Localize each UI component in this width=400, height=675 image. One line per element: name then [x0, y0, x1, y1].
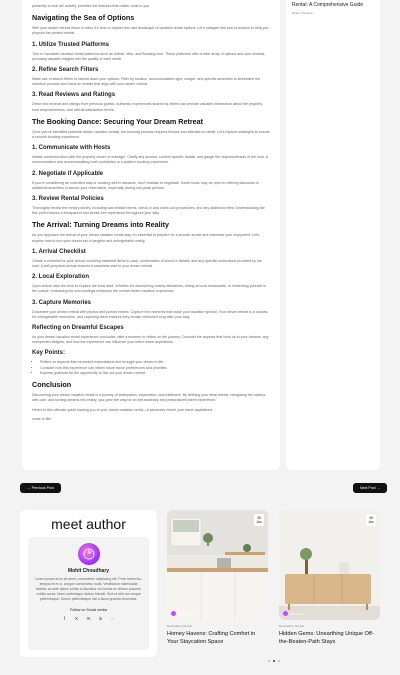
- carousel-dot[interactable]: [278, 660, 280, 662]
- paragraph: Initiate communication with the property owner or manager. Clarify any queries, confirm specific details, and gauge the responsiveness of the host. A communicative and accommodating host contributes to a positive booking experience.: [32, 155, 268, 165]
- carousel-dot[interactable]: [273, 660, 275, 662]
- carousel-dots: [268, 660, 280, 662]
- paragraph: Discovering your dream vacation rental is a journey of anticipation, exploration, and fulfillment. By defining your ideal retreat, navigating the options with care, and turning dreams into reality, you pave the way for an extraordinary and personalized travel experience.: [32, 393, 266, 403]
- subsection-heading: 1. Communicate with Hosts: [32, 145, 111, 152]
- post-author-chip: [283, 611, 308, 616]
- avatar: [78, 543, 100, 565]
- post-author-name: Mohit Chou...: [290, 611, 308, 616]
- twitter-icon[interactable]: X: [75, 616, 78, 621]
- paragraph: Upon arrival, take the time to explore the local area. Whether it's discovering nearby attractions, dining at local restaurants, or immersing yourself in the culture, embracing the surroundings enhances the overall dream vacation experience.: [32, 284, 266, 294]
- user-icon: [83, 548, 95, 560]
- article-sections: [32, 13, 270, 422]
- furniture-image: [279, 510, 380, 620]
- author-heading: meet author: [51, 516, 126, 532]
- article-content: [22, 0, 280, 470]
- subsection-heading: 3. Read Reviews and Ratings: [32, 92, 116, 99]
- section-heading: The Booking Dance: Securing Your Dream Retreat: [32, 116, 204, 126]
- sidebar-post-meta: Read | Vacation: [292, 11, 314, 15]
- paragraph: Thoroughly review the rental policies, including cancellation terms, check-in and check-out procedures, and any additional fees. Understanding the fine print ensures a transparent and stress-free experience throughout your stay.: [32, 206, 265, 216]
- email-icon[interactable]: ✉: [86, 616, 91, 621]
- paragraph: Create a checklist for your arrival, including essential items to pack, confirmation of check-in details, and any specific instructions provided by the host. A well-prepared arrival ensures a seamless start to your dream retreat.: [32, 258, 262, 269]
- list-item: • Express gratitude for the opportunity to live out your dream retreat.: [40, 371, 270, 376]
- post-title[interactable]: Homey Havens: Crafting Comfort in Your Staycation Space: [167, 631, 256, 645]
- author-bio: Lorem ipsum dolor sit amet, consectetur adipiscing elit. Proin lorem leo, tempus et ex a, congue consectetur nulla. Vestibulum malesuada facilisis ac ante ipsum primis in faucibus orci luctus et ultrices posuere cubilia curae; Nunc scelerisque dictum blandit. Sed at velit non neque pellentesque. Donec pellentesque nisi a lacus gravida venenatis.: [34, 577, 143, 601]
- social-links: [28, 616, 149, 622]
- paragraph: As you approach the arrival of your dream vacation rental stay, it's essential to prepare for a smooth arrival and maximize your enjoyment. Let's explore how to turn your dream into a tangible and unforgettable reality.: [32, 233, 260, 243]
- post-image[interactable]: [279, 510, 380, 620]
- date-day: 08: [369, 516, 373, 520]
- subsection-heading: 3. Review Rental Policies: [32, 196, 104, 203]
- date-month: Jan: [256, 520, 262, 524]
- related-post-card[interactable]: [167, 510, 268, 660]
- next-post-button[interactable]: Next Post →: [353, 483, 387, 493]
- subsection-heading: Reflecting on Dreamful Escapes: [32, 325, 124, 332]
- date-badge: [366, 514, 376, 526]
- subsection-heading: 1. Arrival Checklist: [32, 248, 86, 255]
- section-heading: Navigating the Sea of Options: [32, 13, 135, 23]
- subsection-heading: 3. Capture Memories: [32, 299, 92, 306]
- paragraph: Delve into reviews and ratings from previous guests. Authentic experiences shared by others can provide valuable information about the property, host responsiveness, and overall satisfaction levels.: [32, 102, 263, 112]
- post-category[interactable]: Decoration, Rental: [279, 624, 304, 628]
- sidebar-post-title[interactable]: Rental: A Comprehensive Guide: [292, 2, 364, 8]
- post-author-chip: [171, 611, 196, 616]
- paragraph: Turn to reputable vacation rental platforms such as Airbnb, Vrbo, and Booking.com. These platforms offer a wide array of options and user reviews, providing valuable insights into the quality of each rental.: [32, 51, 266, 61]
- subsection-heading: 1. Utilize Trusted Platforms: [32, 41, 110, 48]
- paragraph: come to life!: [32, 416, 52, 421]
- paragraph: Once you've identified potential dream vacation rentals, the booking process requires finesse and attention to detail. Let's explore strategies to ensure a smooth booking experience.: [32, 129, 270, 140]
- post-title[interactable]: Hidden Gems: Unearthing Unique Off-the-Beaten-Path Stays: [279, 631, 374, 645]
- paragraph: Make use of search filters to narrow down your options. Filter by location, accommodation type, budget, and specific amenities to streamline the selection process and focus on rentals that align with your dream criteria.: [32, 77, 261, 87]
- sidebar: [286, 0, 380, 470]
- subsection-heading: 2. Local Exploration: [32, 274, 90, 281]
- date-month: Jan: [368, 520, 374, 524]
- subsection-heading: Key Points:: [32, 350, 66, 357]
- author-name: Mohit Choudhary: [67, 568, 110, 574]
- post-category[interactable]: Decoration, Rental: [167, 624, 192, 628]
- previous-post-button[interactable]: ← Previous Post: [20, 483, 61, 493]
- post-image[interactable]: [167, 510, 268, 620]
- related-post-card[interactable]: [279, 510, 380, 660]
- author-card: [20, 510, 157, 657]
- carousel-dot[interactable]: [268, 660, 270, 662]
- paragraph: If you're considering an extended stay or booking well in advance, don't hesitate to negotiate. Some hosts may be open to offering discounts or additional amenities to secure your reservation, especially during non-peak periods.: [32, 180, 259, 190]
- paragraph: Here's to this ultimate guide leading you to your dream vacation rental—a sanctuary where your travel aspirations: [32, 407, 213, 412]
- paragraph: With your dream retreat vision in mind, it's time to explore the vast landscape of vacation rental options. Let's navigate this sea of choices to help you pinpoint the perfect retreat.: [32, 26, 269, 36]
- date-day: 08: [257, 516, 261, 520]
- linkedin-icon[interactable]: in: [98, 616, 103, 621]
- key-points-list: [32, 360, 270, 376]
- list-item: • Reflect on aspects that exceeded expectations and brought your dream to life.: [40, 360, 270, 365]
- subsection-heading: 2. Refine Search Filters: [32, 67, 99, 74]
- facebook-icon[interactable]: f: [63, 616, 66, 621]
- paragraph: Document your dream retreat with photos and journal entries. Capture the moments that make your vacation special. Your dream retreat is a canvas for unforgettable memories, and capturing them ensures they remain cherished long after your stay.: [32, 309, 268, 319]
- article-intro: presently to look at!! activity, prioritize the features that matter most to you.: [32, 4, 151, 8]
- author-avatar-icon: [283, 611, 288, 616]
- section-heading: Conclusion: [32, 380, 72, 390]
- whatsapp-icon[interactable]: ◌: [111, 616, 114, 621]
- paragraph: As your dream vacation rental experience concludes, take a moment to reflect on the journey. Consider the aspects that lived up to your dreams, any unexpected delights, and how the experience can influence your future travel aspirations.: [32, 335, 269, 345]
- author-panel: [28, 537, 149, 650]
- section-heading: The Arrival: Turning Dreams into Reality: [32, 220, 169, 230]
- follow-label: Follow on Social media: [70, 608, 107, 612]
- date-badge: [254, 514, 264, 526]
- author-avatar-icon: [171, 611, 176, 616]
- subsection-heading: 2. Negotiate if Applicable: [32, 170, 104, 177]
- list-item: • Consider how this experience can inform future travel preferences and priorities.: [40, 366, 270, 371]
- kitchen-image: [167, 510, 268, 620]
- post-author-name: Mohit Chou...: [178, 611, 196, 616]
